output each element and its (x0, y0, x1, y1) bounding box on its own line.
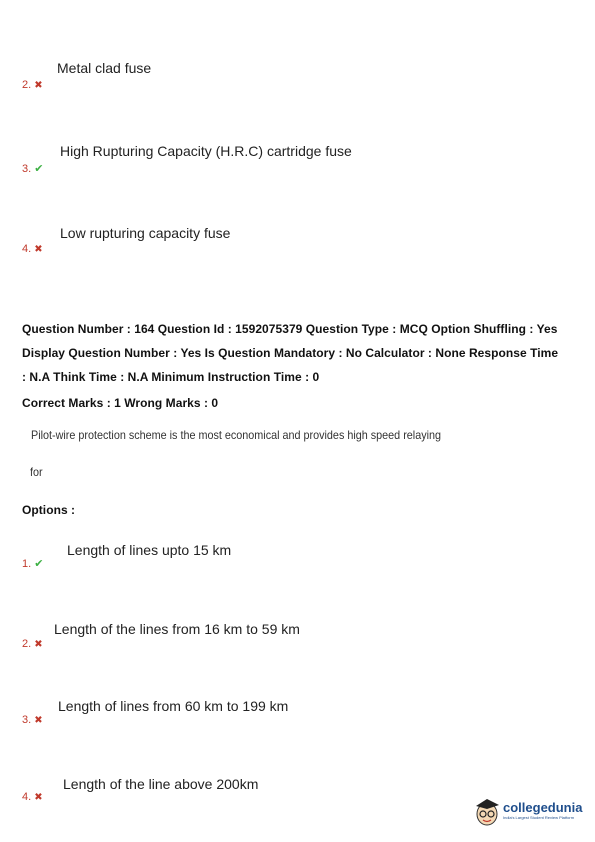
option-3-text: Length of lines from 60 km to 199 km (58, 698, 289, 714)
mascot-icon (473, 794, 501, 826)
option-number: 2. (22, 638, 32, 650)
prev-option-3-number (22, 162, 43, 175)
option-number: 4. (22, 243, 32, 255)
option-number: 1. (22, 558, 32, 570)
cross-icon: ✖ (34, 639, 43, 650)
prev-option-2-text: Metal clad fuse (57, 60, 152, 76)
logo-tagline: India's Largest Student Review Platform (503, 814, 575, 820)
option-number: 3. (22, 163, 32, 175)
option-4-text: Length of the line above 200km (63, 776, 259, 792)
collegedunia-logo (473, 794, 582, 826)
option-1-number (22, 557, 43, 570)
option-number: 2. (22, 79, 32, 91)
question-meta-line-3: : N.A Think Time : N.A Minimum Instruction Time : 0 (22, 370, 320, 384)
option-2-text: Length of the lines from 16 km to 59 km (54, 621, 300, 637)
option-1-text: Length of lines upto 15 km (67, 542, 232, 558)
cross-icon: ✖ (34, 715, 43, 726)
question-meta-line-2: Display Question Number : Yes Is Question Mandatory : No Calculator : None Response Time (22, 346, 559, 360)
check-icon: ✔ (34, 558, 44, 570)
option-number: 3. (22, 714, 32, 726)
prev-option-4-text: Low rupturing capacity fuse (60, 225, 231, 241)
option-4-number (22, 791, 43, 803)
prev-option-2-number (22, 79, 43, 91)
option-2-number (22, 638, 43, 650)
prev-option-4-number (22, 243, 43, 255)
option-number: 4. (22, 791, 32, 803)
prev-option-3-text: High Rupturing Capacity (H.R.C) cartridge fuse (60, 143, 352, 159)
question-text-line-2: for (30, 465, 43, 479)
question-meta-line-1: Question Number : 164 Question Id : 1592075379 Question Type : MCQ Option Shuffling : Yes (22, 322, 558, 336)
cross-icon: ✖ (34, 244, 43, 255)
options-label: Options : (22, 503, 76, 517)
option-3-number (22, 714, 43, 726)
logo-name: collegedunia (503, 799, 583, 815)
marks-line: Correct Marks : 1 Wrong Marks : 0 (22, 396, 219, 410)
question-text-line-1: Pilot-wire protection scheme is the most economical and provides high speed relaying (31, 428, 442, 442)
cross-icon: ✖ (34, 792, 43, 803)
cross-icon: ✖ (34, 80, 43, 91)
check-icon: ✔ (34, 163, 44, 175)
